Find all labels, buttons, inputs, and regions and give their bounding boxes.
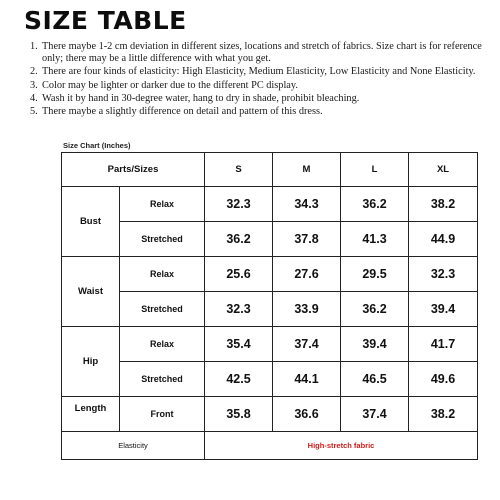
size-header: M xyxy=(273,153,341,187)
size-value: 38.2 xyxy=(409,397,478,432)
measure-label: Relax xyxy=(120,187,205,222)
elasticity-value: High-stretch fabric xyxy=(205,432,478,460)
size-table xyxy=(61,152,478,460)
note-number: 5. xyxy=(30,106,38,118)
table-row xyxy=(62,397,478,432)
size-header: XL xyxy=(409,153,478,187)
note-number: 3. xyxy=(30,79,38,91)
measure-label: Front xyxy=(120,397,205,432)
note-item xyxy=(30,80,492,92)
size-value: 37.4 xyxy=(341,397,409,432)
note-number: 1. xyxy=(30,41,38,52)
size-value: 36.6 xyxy=(273,397,341,432)
note-text: Color may be lighter or darker due to the different PC display. xyxy=(42,79,298,91)
size-value: 35.4 xyxy=(205,327,273,362)
size-value: 46.5 xyxy=(341,362,409,397)
size-value: 32.3 xyxy=(205,187,273,222)
page-title: SIZE TABLE xyxy=(24,6,187,35)
size-header: S xyxy=(205,153,273,187)
size-value: 39.4 xyxy=(409,292,478,327)
note-item xyxy=(30,41,492,65)
size-value: 49.6 xyxy=(409,362,478,397)
elasticity-row xyxy=(62,432,478,460)
size-value: 33.9 xyxy=(273,292,341,327)
note-item xyxy=(30,93,492,105)
table-row xyxy=(62,327,478,362)
table-row xyxy=(62,222,478,257)
size-value: 36.2 xyxy=(341,292,409,327)
size-value: 39.4 xyxy=(341,327,409,362)
size-value: 27.6 xyxy=(273,257,341,292)
measure-label: Relax xyxy=(120,327,205,362)
table-row xyxy=(62,257,478,292)
note-text: Wash it by hand in 30-degree water, hang to dry in shade, prohibit bleaching. xyxy=(42,92,360,104)
size-value: 38.2 xyxy=(409,187,478,222)
note-number: 2. xyxy=(30,66,38,78)
size-value: 42.5 xyxy=(205,362,273,397)
measure-label: Stretched xyxy=(120,292,205,327)
table-caption: Size Chart (Inches) xyxy=(63,141,131,150)
part-label: Hip xyxy=(62,327,120,397)
note-item xyxy=(30,106,492,118)
size-value: 37.4 xyxy=(273,327,341,362)
size-header: L xyxy=(341,153,409,187)
note-item xyxy=(30,66,492,78)
note-text: There maybe a slightly difference on detail and pattern of this dress. xyxy=(42,106,323,118)
size-value: 36.2 xyxy=(341,187,409,222)
measure-label: Stretched xyxy=(120,362,205,397)
size-value: 41.3 xyxy=(341,222,409,257)
table-row xyxy=(62,362,478,397)
measure-label: Relax xyxy=(120,257,205,292)
note-number: 4. xyxy=(30,92,38,104)
elasticity-label: Elasticity xyxy=(62,432,205,460)
size-value: 29.5 xyxy=(341,257,409,292)
table-row xyxy=(62,187,478,222)
size-value: 34.3 xyxy=(273,187,341,222)
notes-list xyxy=(30,41,492,118)
size-value: 25.6 xyxy=(205,257,273,292)
size-value: 32.3 xyxy=(409,257,478,292)
table-row xyxy=(62,292,478,327)
note-text: There are four kinds of elasticity: High Elasticity, Medium Elasticity, Low Elasticity and None Elasticity. xyxy=(42,66,476,78)
size-value: 36.2 xyxy=(205,222,273,257)
size-value: 35.8 xyxy=(205,397,273,432)
part-label: Waist xyxy=(62,257,120,327)
size-value: 44.1 xyxy=(273,362,341,397)
measure-label: Stretched xyxy=(120,222,205,257)
size-value: 32.3 xyxy=(205,292,273,327)
header-row xyxy=(62,153,478,187)
size-value: 41.7 xyxy=(409,327,478,362)
size-value: 37.8 xyxy=(273,222,341,257)
parts-sizes-header: Parts/Sizes xyxy=(62,153,205,187)
part-label: Length xyxy=(62,397,120,432)
part-label: Bust xyxy=(62,187,120,257)
size-value: 44.9 xyxy=(409,222,478,257)
note-text: There maybe 1-2 cm deviation in different sizes, locations and stretch of fabrics. Size chart is for reference only; there may be a little difference with what you get. xyxy=(42,41,482,65)
